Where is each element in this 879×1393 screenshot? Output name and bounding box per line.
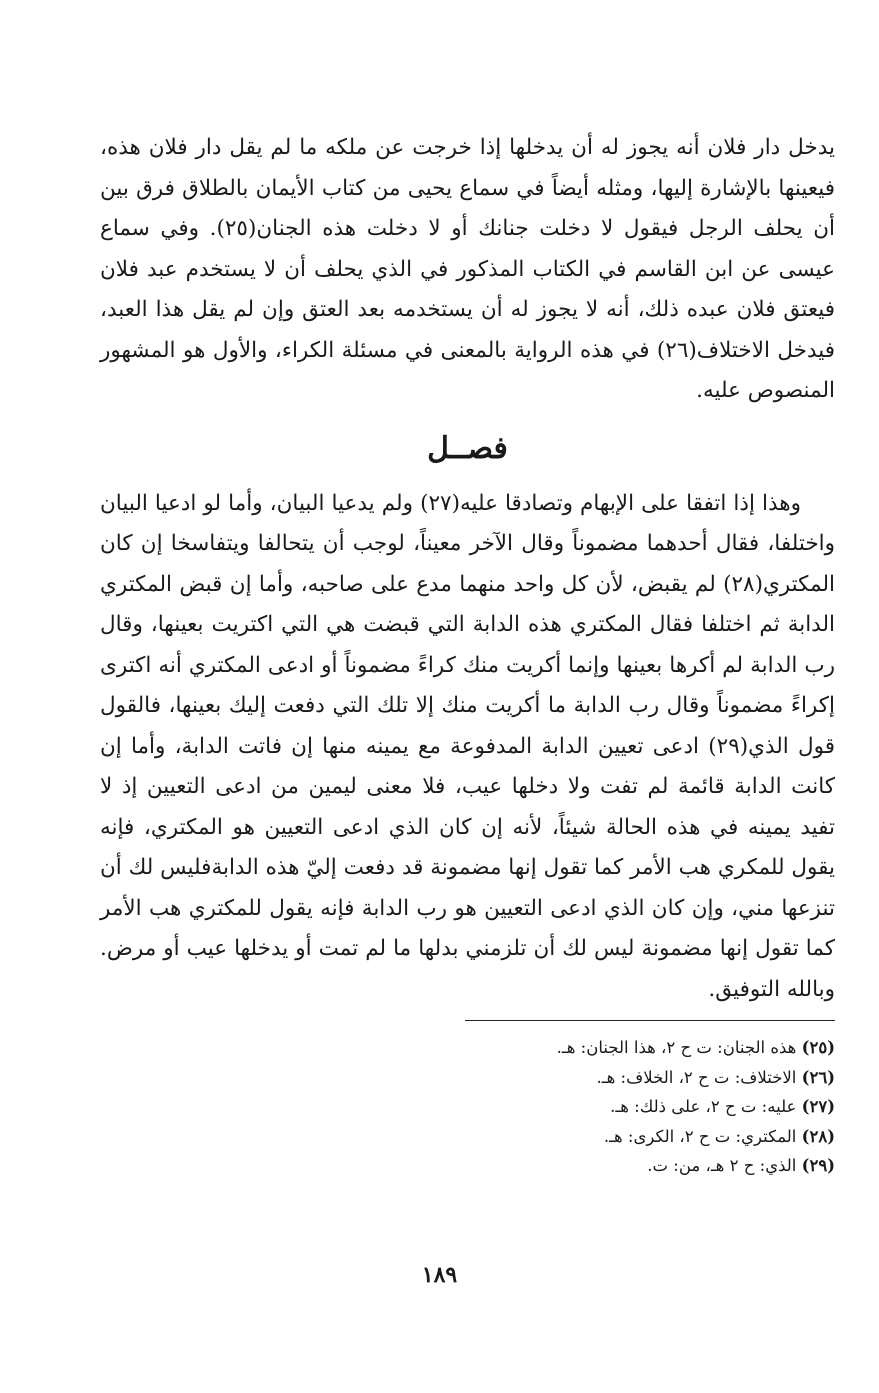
footnotes-list (100, 1033, 835, 1181)
footnote-number: (٢٩) (801, 1156, 835, 1175)
footnote-number: (٢٥) (801, 1038, 835, 1057)
footnote-text: المكتري: ت ح ٢، الكرى: هـ. (603, 1126, 797, 1146)
footnote-number: (٢٨) (801, 1126, 835, 1146)
footnote-25 (100, 1033, 835, 1063)
footnote-text: عليه: ت ح ٢، على ذلك: هـ. (610, 1097, 797, 1116)
section-heading: فصــل (427, 430, 508, 466)
footnote-28 (100, 1122, 835, 1152)
footnote-text: هذه الجنان: ت ح ٢، هذا الجنان: هـ. (556, 1038, 797, 1057)
footnote-26 (100, 1063, 835, 1093)
footnote-number: (٢٧) (801, 1097, 835, 1116)
body-paragraph-section: وهذا إذا اتفقا على الإبهام وتصادقا عليه(٢٧) ولم يدعيا البيان، وأما لو ادعيا البيان واختلفا، فقال أحدهما مضموناً وقال الآخر معيناً، لوجب أن يتحالفا ويتفاسخا إن كان المكتري(٢٨) لم يقبض، لأن كل واحد منهما مدع على صاحبه، وأما إن قبض المكتري الدابة ثم اختلفا فقال المكتري هذه الدابة التي قبضت هي التي اكتريت بعينها، وقال رب الدابة لم أكرها بعينها وإنما أكريت منك كراءً مضموناً أو ادعى المكتري أنه اكترى إكراءً مضموناً وقال رب الدابة ما أكريت منك إلا تلك التي دفعت إليك بعينها، فالقول قول الذي(٢٩) ادعى تعيين الدابة المدفوعة مع يمينه منها إن فاتت الدابة، وأما إن كانت الدابة قائمة لم تفت ولا دخلها عيب، فلا معنى ليمين من ادعى التعيين إذ لا تفيد يمينه في هذه الحالة شيئاً، لأنه إن كان الذي ادعى التعيين هو المكتري، فإنه يقول للمكري هب الأمر كما تقول إنها مضمونة قد دفعت إليّ هذه الدابةفليس لك أن تنزعها مني، وإن كان الذي ادعى التعيين هو رب الدابة فإنه يقول للمكتري هب الأمر كما تقول إنها مضمونة ليس لك أن تلزمني بدلها ما لم تمت أو يدخلها عيب أو مرض. وبالله التوفيق. (100, 490, 835, 1002)
footnote-text: الاختلاف: ت ح ٢، الخلاف: هـ. (596, 1067, 797, 1087)
footnote-text: الذي: ح ٢ هـ، من: ت. (647, 1156, 797, 1175)
footnote-number: (٢٦) (801, 1067, 835, 1087)
footnote-divider (465, 1020, 835, 1021)
page-content (100, 128, 835, 1197)
footnote-27 (100, 1092, 835, 1122)
body-paragraph-intro: يدخل دار فلان أنه يجوز له أن يدخلها إذا خرجت عن ملكه ما لم يقل دار فلان هذه، فيعينها بالإشارة إليها، ومثله أيضاً في سماع يحيى من كتاب الأيمان بالطلاق فرق بين أن يحلف الرجل فيقول لا دخلت جنانك أو لا دخلت هذه الجنان(٢٥). وفي سماع عيسى عن ابن القاسم في الكتاب المذكور في الذي يحلف أن لا يستخدم عبد فلان فيعتق فلان عبده ذلك، أنه لا يجوز له أن يستخدمه بعد العتق وإن لم يقل هذا العبد، فيدخل الاختلاف(٢٦) في هذه الرواية بالمعنى في مسئلة الكراء، والأول هو المشهور المنصوص عليه. (100, 135, 836, 403)
footnote-29 (100, 1151, 835, 1181)
page-number: ١٨٩ (421, 1262, 458, 1288)
